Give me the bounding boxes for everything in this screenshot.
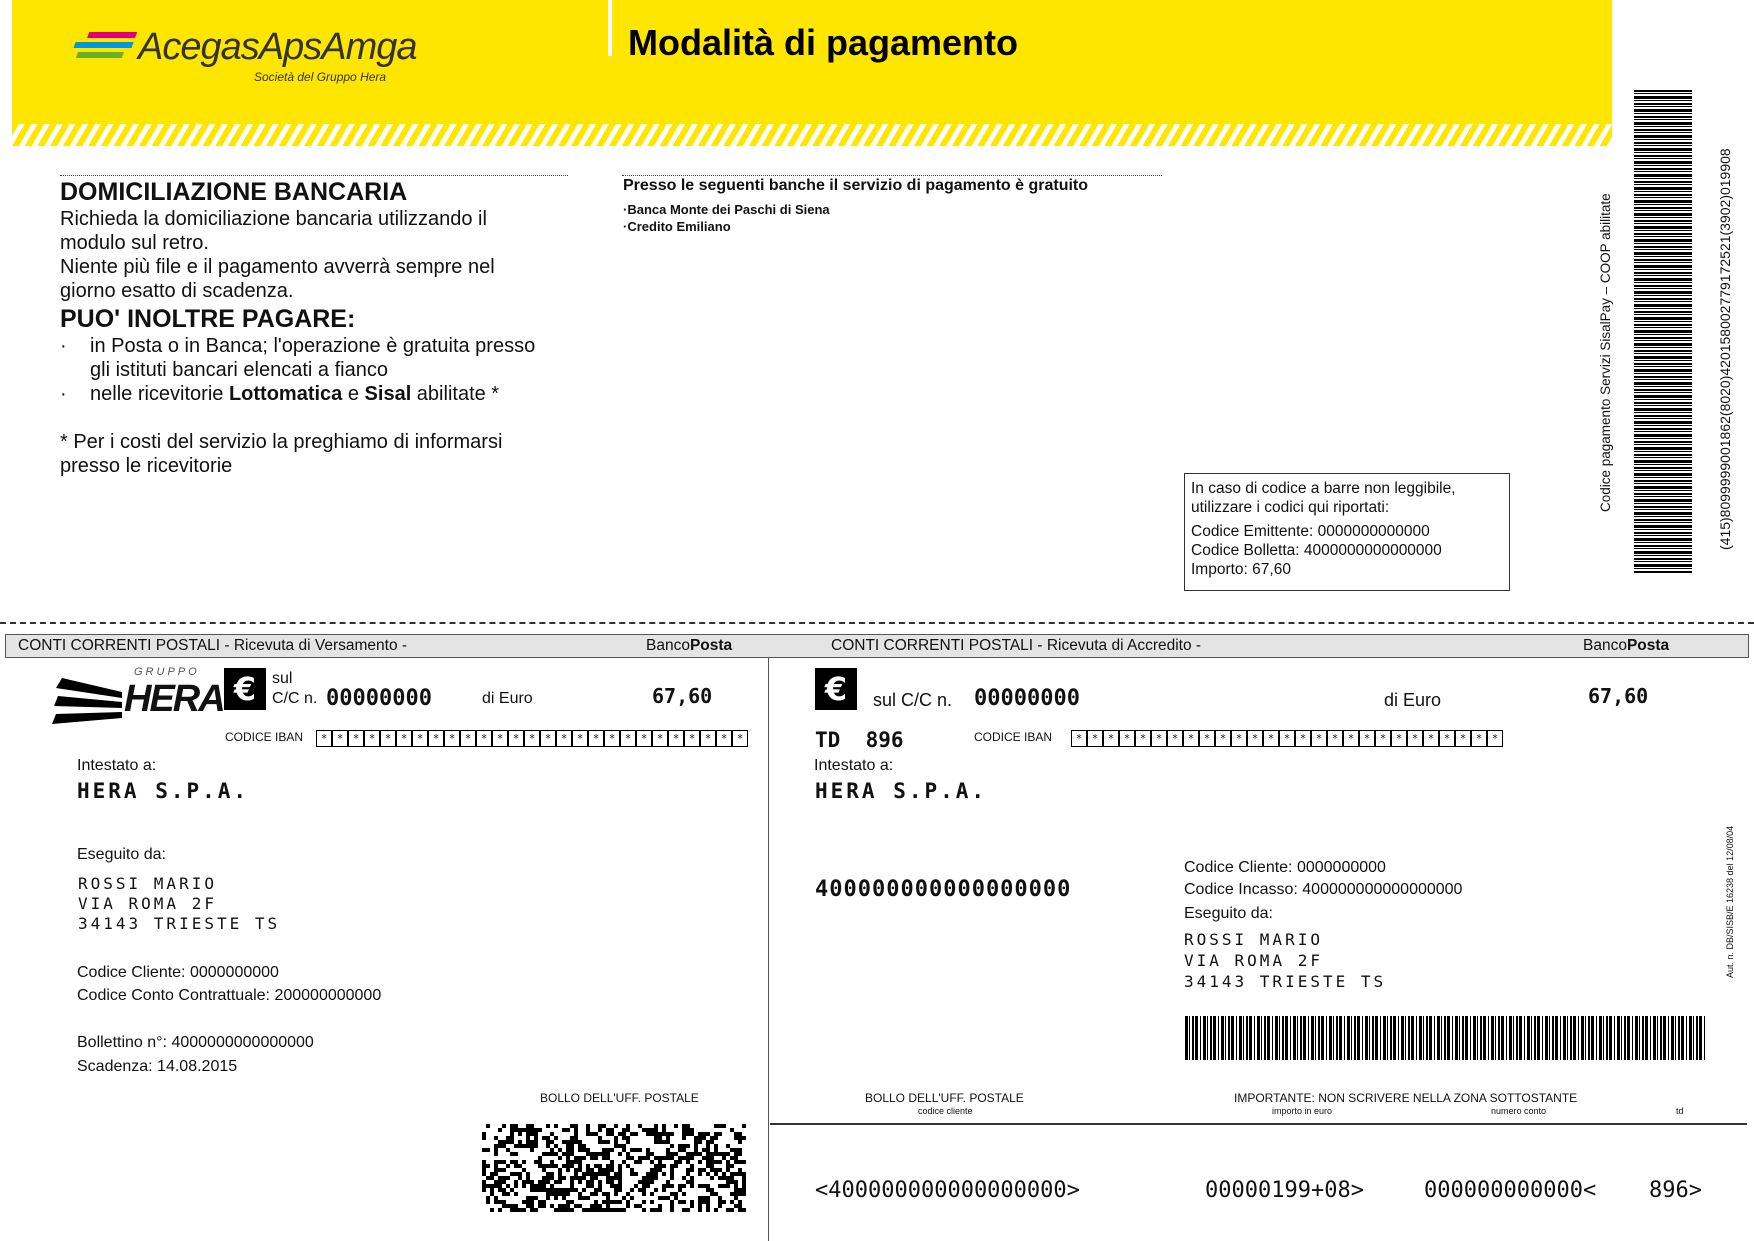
bullet-item: · in Posta o in Banca; l'operazione è gratuita presso bbox=[60, 335, 536, 357]
bank-name: Credito Emiliano bbox=[627, 219, 731, 234]
iban-cell: * bbox=[556, 730, 572, 747]
intestato-label: Intestato a: bbox=[77, 757, 157, 774]
iban-boxes bbox=[1071, 730, 1503, 747]
importo-euro-label: importo in euro bbox=[1272, 1106, 1333, 1116]
code-box bbox=[1184, 473, 1510, 591]
iban-cell: * bbox=[1247, 730, 1263, 747]
di-euro-label: di Euro bbox=[482, 690, 533, 707]
codebox-bolletta: Codice Bolletta: 4000000000000000 bbox=[1191, 542, 1442, 559]
iban-cell: * bbox=[1311, 730, 1327, 747]
hera-logo bbox=[52, 666, 224, 726]
bank-item: ·Banca Monte dei Paschi di Siena bbox=[623, 202, 830, 217]
iban-cell: * bbox=[1455, 730, 1471, 747]
gruppo-text: GRUPPO bbox=[134, 666, 200, 678]
bullet-text: in Posta o in Banca; l'operazione è gratuita presso bbox=[90, 335, 536, 357]
bollo-label: BOLLO DELL'UFF. POSTALE bbox=[865, 1091, 1024, 1105]
iban-cell: * bbox=[716, 730, 732, 747]
amount: 67,60 bbox=[652, 684, 713, 708]
bank-name: Banca Monte dei Paschi di Siena bbox=[627, 202, 830, 217]
iban-cell: * bbox=[620, 730, 636, 747]
iban-cell: * bbox=[1439, 730, 1455, 747]
bollettino-code: 400000000000000000 bbox=[815, 877, 1072, 902]
eseguito-label: Eseguito da: bbox=[77, 846, 166, 863]
sisal: Sisal bbox=[364, 383, 412, 405]
hera-text: HERA bbox=[124, 678, 224, 720]
text-line: modulo sul retro. bbox=[60, 232, 209, 254]
iban-cell: * bbox=[524, 730, 540, 747]
bullet-text: e bbox=[342, 383, 365, 405]
bar-right-title: CONTI CORRENTI POSTALI - Ricevuta di Accredito - bbox=[831, 637, 1202, 654]
bollettino-number: Bollettino n°: 4000000000000000 bbox=[77, 1034, 314, 1051]
bp-part: Posta bbox=[1626, 637, 1670, 654]
cc-number: 00000000 bbox=[974, 686, 1080, 711]
iban-cell: * bbox=[1103, 730, 1119, 747]
iban-cell: * bbox=[1151, 730, 1167, 747]
header-zigzag bbox=[12, 124, 1612, 146]
sisal-code-label: Codice pagamento Servizi SisalPay – COOP abilitate bbox=[1598, 193, 1613, 512]
iban-cell: * bbox=[684, 730, 700, 747]
brand-name: AcegasApsAmga bbox=[138, 26, 417, 68]
iban-cell: * bbox=[540, 730, 556, 747]
vertical-barcode bbox=[1634, 90, 1692, 574]
ccn-label: C/C n. bbox=[272, 690, 318, 707]
bancoposta-logo bbox=[646, 637, 732, 655]
euro-icon: € bbox=[224, 668, 266, 710]
codebox-emittente: Codice Emittente: 0000000000000 bbox=[1191, 523, 1430, 540]
payer-name: ROSSI MARIO bbox=[78, 874, 217, 893]
iban-cell: * bbox=[668, 730, 684, 747]
iban-label: CODICE IBAN bbox=[225, 730, 304, 744]
ocr-code: <400000000000000000> bbox=[815, 1178, 1080, 1203]
iban-cell: * bbox=[332, 730, 348, 747]
iban-cell: * bbox=[444, 730, 460, 747]
iban-cell: * bbox=[1167, 730, 1183, 747]
td-code: TD 896 bbox=[815, 728, 904, 752]
iban-cell: * bbox=[1359, 730, 1375, 747]
iban-cell: * bbox=[412, 730, 428, 747]
iban-cell: * bbox=[1375, 730, 1391, 747]
banks-heading: Presso le seguenti banche il servizio di pagamento è gratuito bbox=[623, 177, 1089, 194]
horizontal-barcode bbox=[1185, 1016, 1705, 1060]
amount: 67,60 bbox=[1588, 684, 1649, 708]
authorization-text: Aut. n. DB/SISB/E 16238 del 12/08/04 bbox=[1725, 825, 1735, 978]
payer-street: VIA ROMA 2F bbox=[1184, 951, 1323, 970]
importante-label: IMPORTANTE: NON SCRIVERE NELLA ZONA SOTTOSTANTE bbox=[1234, 1091, 1578, 1105]
iban-cell: * bbox=[316, 730, 332, 747]
lottomatica: Lottomatica bbox=[228, 383, 343, 405]
iban-cell: * bbox=[1487, 730, 1503, 747]
iban-cell: * bbox=[1231, 730, 1247, 747]
iban-cell: * bbox=[604, 730, 620, 747]
bp-part: Banco bbox=[1583, 637, 1627, 654]
iban-cell: * bbox=[1263, 730, 1279, 747]
bp-part: Banco bbox=[646, 637, 690, 654]
codebox-importo: Importo: 67,60 bbox=[1191, 561, 1291, 578]
postal-bar bbox=[5, 634, 1749, 658]
iban-cell: * bbox=[1327, 730, 1343, 747]
codebox-line: utilizzare i codici qui riportati: bbox=[1191, 499, 1390, 516]
iban-cell: * bbox=[1423, 730, 1439, 747]
codice-incasso: Codice Incasso: 400000000000000000 bbox=[1184, 881, 1463, 898]
iban-cell: * bbox=[1391, 730, 1407, 747]
bollo-label: BOLLO DELL'UFF. POSTALE bbox=[540, 1091, 699, 1105]
note-line: presso le ricevitorie bbox=[60, 455, 233, 477]
divider bbox=[622, 175, 1162, 176]
heading-domiciliazione: DOMICILIAZIONE BANCARIA bbox=[60, 178, 408, 206]
logo-stripes-icon bbox=[72, 30, 142, 60]
iban-label: CODICE IBAN bbox=[974, 730, 1053, 744]
iban-cell: * bbox=[636, 730, 652, 747]
scadenza: Scadenza: 14.08.2015 bbox=[77, 1058, 238, 1075]
iban-cell: * bbox=[1071, 730, 1087, 747]
euro-icon: € bbox=[815, 668, 857, 710]
codice-cliente-small: codice cliente bbox=[918, 1106, 973, 1116]
payer-street: VIA ROMA 2F bbox=[78, 894, 217, 913]
text-line: giorno esatto di scadenza. bbox=[60, 280, 294, 302]
iban-cell: * bbox=[1183, 730, 1199, 747]
ocr-amount: 00000199+08> bbox=[1205, 1178, 1364, 1203]
bar-left-title: CONTI CORRENTI POSTALI - Ricevuta di Versamento - bbox=[18, 637, 408, 654]
left-info-block bbox=[60, 178, 580, 478]
text-line: Niente più file e il pagamento avverrà sempre nel bbox=[60, 256, 495, 278]
payer-city: 34143 TRIESTE TS bbox=[78, 914, 281, 933]
note-line: * Per i costi del servizio la preghiamo di informarsi bbox=[60, 431, 503, 453]
payer-city: 34143 TRIESTE TS bbox=[1184, 972, 1387, 991]
bullet-text: abilitate * bbox=[411, 383, 500, 405]
page-title: Modalità di pagamento bbox=[628, 22, 1019, 63]
iban-cell: * bbox=[1199, 730, 1215, 747]
iban-cell: * bbox=[492, 730, 508, 747]
iban-cell: * bbox=[476, 730, 492, 747]
bancoposta-logo bbox=[1583, 637, 1669, 655]
bank-item: ·Credito Emiliano bbox=[623, 219, 731, 234]
heading-inoltre: PUO' INOLTRE PAGARE: bbox=[60, 305, 356, 333]
iban-cell: * bbox=[428, 730, 444, 747]
sul-cc-label: sul C/C n. bbox=[873, 690, 953, 710]
codebox-line: In caso di codice a barre non leggibile, bbox=[1191, 480, 1456, 497]
iban-cell: * bbox=[1119, 730, 1135, 747]
td-label: td bbox=[1676, 1106, 1684, 1116]
iban-cell: * bbox=[396, 730, 412, 747]
codice-cliente: Codice Cliente: 0000000000 bbox=[77, 964, 279, 981]
ocr-td: 896> bbox=[1649, 1178, 1702, 1203]
iban-cell: * bbox=[588, 730, 604, 747]
iban-cell: * bbox=[1343, 730, 1359, 747]
di-euro-label: di Euro bbox=[1384, 690, 1442, 710]
iban-cell: * bbox=[1215, 730, 1231, 747]
iban-cell: * bbox=[348, 730, 364, 747]
sul-label: sul bbox=[272, 670, 293, 687]
iban-cell: * bbox=[732, 730, 748, 747]
payer-name: ROSSI MARIO bbox=[1184, 930, 1323, 949]
iban-boxes bbox=[316, 730, 748, 747]
text-line: Richieda la domiciliazione bancaria utilizzando il bbox=[60, 208, 487, 230]
intestatario: HERA S.P.A. bbox=[77, 779, 250, 803]
iban-cell: * bbox=[700, 730, 716, 747]
iban-cell: * bbox=[1087, 730, 1103, 747]
iban-cell: * bbox=[1471, 730, 1487, 747]
iban-cell: * bbox=[572, 730, 588, 747]
header-separator bbox=[608, 0, 612, 56]
iban-cell: * bbox=[1135, 730, 1151, 747]
iban-cell: * bbox=[1407, 730, 1423, 747]
iban-cell: * bbox=[364, 730, 380, 747]
intestatario: HERA S.P.A. bbox=[815, 779, 988, 803]
divider bbox=[60, 175, 568, 176]
iban-cell: * bbox=[508, 730, 524, 747]
codice-cliente: Codice Cliente: 0000000000 bbox=[1184, 859, 1386, 876]
bullet-text: gli istituti bancari elencati a fianco bbox=[90, 359, 388, 381]
receipt-divider bbox=[768, 658, 769, 1241]
numero-conto-label: numero conto bbox=[1491, 1106, 1547, 1116]
barcode-number: (415)8099999001862(8020)42015800277917252​1(3902)019908 bbox=[1717, 148, 1733, 550]
iban-cell: * bbox=[652, 730, 668, 747]
codice-contratto: Codice Conto Contrattuale: 200000000000 bbox=[77, 987, 382, 1004]
bullet-text: nelle ricevitorie bbox=[90, 383, 229, 405]
brand-subtitle: Società del Gruppo Hera bbox=[254, 70, 387, 84]
ocr-line bbox=[770, 1123, 1747, 1125]
iban-cell: * bbox=[1295, 730, 1311, 747]
datamatrix-code bbox=[482, 1124, 748, 1212]
iban-cell: * bbox=[460, 730, 476, 747]
ocr-account: 000000000000< bbox=[1424, 1178, 1597, 1203]
bullet-item: · nelle ricevitorie Lottomatica e Sisal abilitate * bbox=[60, 383, 500, 405]
iban-cell: * bbox=[380, 730, 396, 747]
cut-line bbox=[0, 622, 1754, 624]
cc-number: 00000000 bbox=[326, 686, 432, 711]
intestato-label: Intestato a: bbox=[814, 757, 894, 774]
iban-cell: * bbox=[1279, 730, 1295, 747]
eseguito-label: Eseguito da: bbox=[1184, 905, 1273, 922]
bp-part: Posta bbox=[689, 637, 733, 654]
